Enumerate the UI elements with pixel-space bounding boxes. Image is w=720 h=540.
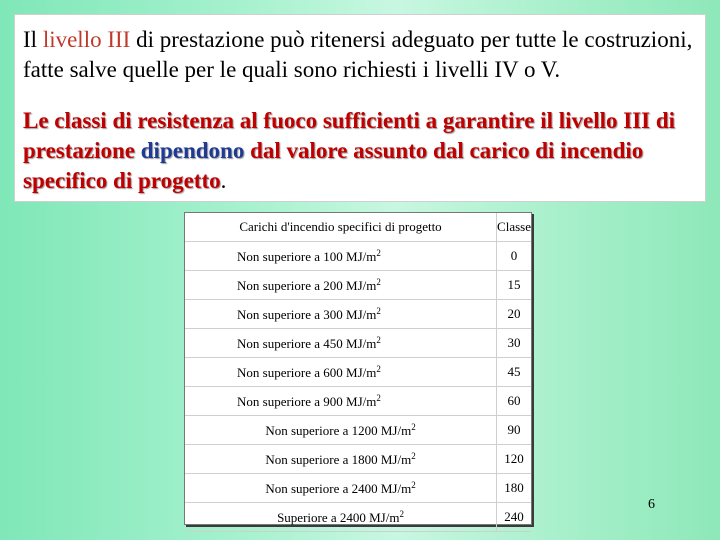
unit-exponent: 2	[376, 247, 381, 258]
fire-load-cell	[185, 416, 497, 445]
fire-load-value: Non superiore a 200	[237, 277, 347, 293]
table-row	[185, 242, 531, 271]
para2-part1: Le classi di resistenza al fuoco sufficienti a garantire il livello III di prestazione	[23, 108, 676, 163]
fire-load-cell	[185, 329, 497, 358]
fire-load-cell	[185, 300, 497, 329]
class-cell: 90	[497, 416, 531, 445]
fire-load-value: Non superiore a 1800	[265, 451, 381, 467]
unit-exponent: 2	[399, 508, 404, 519]
class-cell: 45	[497, 358, 531, 387]
fire-load-cell	[185, 445, 497, 474]
fire-load-table	[184, 212, 532, 525]
paragraph-performance-level	[23, 25, 697, 85]
unit-exponent: 2	[411, 479, 416, 490]
class-cell: 0	[497, 242, 531, 271]
header-fire-load: Carichi d'incendio specifici di progetto	[185, 213, 497, 242]
table-row	[185, 300, 531, 329]
unit-base: MJ/m	[380, 480, 412, 496]
unit-base: MJ/m	[346, 306, 377, 322]
table-row	[185, 416, 531, 445]
unit-exponent: 2	[411, 450, 416, 461]
fire-load-value: Non superiore a 2400	[265, 480, 381, 496]
class-cell: 20	[497, 300, 531, 329]
unit-base: MJ/m	[346, 393, 377, 409]
unit-exponent: 2	[376, 392, 381, 403]
unit-base: MJ/m	[346, 248, 377, 264]
fire-load-cell	[185, 242, 497, 271]
unit-exponent: 2	[376, 276, 381, 287]
unit-exponent: 2	[376, 334, 381, 345]
fire-load-cell	[185, 358, 497, 387]
para1-highlight: livello III	[42, 27, 131, 52]
class-cell: 180	[497, 474, 531, 503]
page-number: 6	[648, 497, 655, 512]
fire-load-cell	[185, 271, 497, 300]
table-header-row	[185, 213, 531, 242]
table-row	[185, 271, 531, 300]
class-cell: 15	[497, 271, 531, 300]
unit-base: MJ/m	[346, 364, 377, 380]
fire-load-cell	[185, 387, 497, 416]
class-cell: 240	[497, 503, 531, 532]
fire-load-value: Non superiore a 1200	[265, 422, 381, 438]
unit-base: MJ/m	[380, 451, 412, 467]
fire-load-value: Non superiore a 450	[237, 335, 347, 351]
table-row	[185, 387, 531, 416]
table	[185, 213, 531, 532]
table-row	[185, 329, 531, 358]
para1-part2: di prestazione può ritenersi adeguato per tutte le costruzioni, fatte salve quelle per le quali sono richiesti i livelli IV o V.	[23, 27, 693, 82]
para1-part1: Il	[23, 27, 43, 52]
unit-base: MJ/m	[380, 422, 412, 438]
fire-load-value: Non superiore a 100	[237, 248, 347, 264]
unit-base: MJ/m	[346, 277, 377, 293]
fire-load-value: Superiore a 2400	[277, 509, 370, 525]
table-row	[185, 474, 531, 503]
unit-base: MJ/m	[346, 335, 377, 351]
paragraph-fire-resistance	[23, 106, 697, 196]
para2-end: .	[220, 168, 227, 193]
header-class: Classe	[497, 213, 531, 242]
table-row	[185, 445, 531, 474]
unit-exponent: 2	[376, 363, 381, 374]
class-cell: 30	[497, 329, 531, 358]
class-cell: 120	[497, 445, 531, 474]
unit-base: MJ/m	[369, 509, 400, 525]
text-box	[14, 14, 706, 202]
table-row	[185, 358, 531, 387]
fire-load-value: Non superiore a 600	[237, 364, 347, 380]
fire-load-cell	[185, 503, 497, 532]
unit-exponent: 2	[411, 421, 416, 432]
table-row	[185, 503, 531, 532]
class-cell: 60	[497, 387, 531, 416]
unit-exponent: 2	[376, 305, 381, 316]
fire-load-value: Non superiore a 300	[237, 306, 347, 322]
fire-load-value: Non superiore a 900	[237, 393, 347, 409]
fire-load-cell	[185, 474, 497, 503]
para2-part2: dal valore assunto dal carico di incendio specifico di progetto	[23, 138, 644, 193]
para2-highlight: dipendono	[140, 138, 245, 163]
